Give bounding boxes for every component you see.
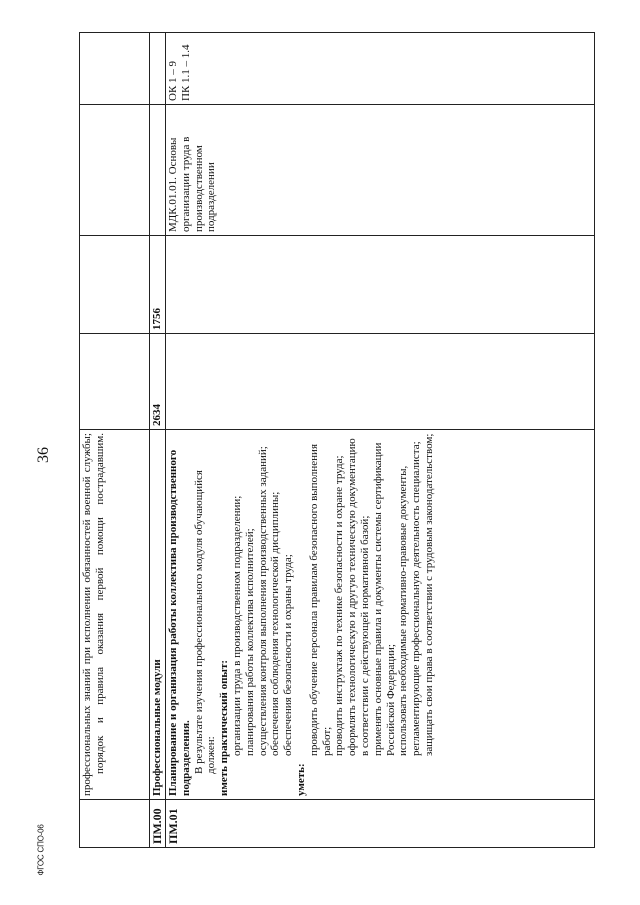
pm01-class-empty (166, 236, 595, 334)
prev-line-2: порядок и правила оказания первой помощи пострадавшим. (93, 433, 106, 774)
prev-line-1: профессиональных знаний при исполнении обязанностей военной службы; (81, 433, 93, 796)
cell-class-empty (80, 236, 150, 334)
pm01-description (166, 430, 595, 800)
cell-code-empty (80, 800, 150, 848)
skill-item: применять основные правила и документы системы сертификации Российской Федерации; (371, 442, 397, 756)
table-row-pm00 (150, 33, 166, 848)
pm00-title: Профессиональные модули (150, 430, 166, 800)
skill-item: проводить обучение персонала правилам безопасного выполнения работ; (307, 443, 333, 756)
pm00-class-hours: 1756 (150, 236, 166, 334)
pm00-comp-empty (150, 33, 166, 105)
cell-previous-description (80, 430, 150, 800)
practice-item: организации труда в производственном подразделении; (230, 495, 243, 756)
pm00-total-hours: 2634 (150, 334, 166, 430)
practice-item: осуществления контроля выполнения производственных заданий; (256, 446, 269, 756)
skill-item: использовать необходимые нормативно-правовые документы, регламентирующие профессиональную деятельность специалиста; (397, 441, 423, 756)
table-row-pm01 (166, 33, 595, 848)
rotated-page (79, 33, 595, 848)
pm00-mdk-empty (150, 105, 166, 236)
skill-item: проводить инструктаж по технике безопасности и охране труда; оформлять технологическую и другую техническую документацию в соответствии с действующей нормативной базой; (333, 438, 371, 756)
skills-heading: уметь: (294, 763, 307, 796)
practice-item: обеспечения соблюдения технологической дисциплины; (269, 491, 282, 756)
pm01-title: Планирование и организация работы коллектива производственного подразделения. (167, 449, 192, 796)
skill-item: защищать свои права в соответствии с трудовым законодательством; (422, 433, 435, 756)
footer-standard-code: ФГОС СПО-06 (36, 824, 46, 876)
curriculum-table (79, 32, 595, 848)
table-row-previous (80, 33, 150, 848)
practice-item: обеспечения безопасности и охраны труда; (282, 554, 295, 756)
page-number: 36 (35, 447, 52, 463)
competency-ok: ОК 1 – 9 (167, 60, 179, 101)
pm01-mdk: МДК.01.01. Основы организации труда в производственном подразделении (166, 105, 595, 236)
competency-pk: ПК 1.1 – 1.4 (179, 44, 192, 101)
practice-heading: иметь практический опыт: (218, 659, 231, 796)
practice-item: планирования работы коллектива исполнителей; (243, 528, 256, 756)
cell-mdk-empty (80, 105, 150, 236)
pm01-code: ПМ.01 (166, 800, 595, 848)
pm01-competencies (166, 33, 595, 105)
pm01-intro: В результате изучения профессионального модуля обучающийся должен: (192, 470, 218, 774)
pm01-total-empty (166, 334, 595, 430)
cell-comp-empty (80, 33, 150, 105)
cell-total-empty (80, 334, 150, 430)
pm00-code: ПМ.00 (150, 800, 166, 848)
